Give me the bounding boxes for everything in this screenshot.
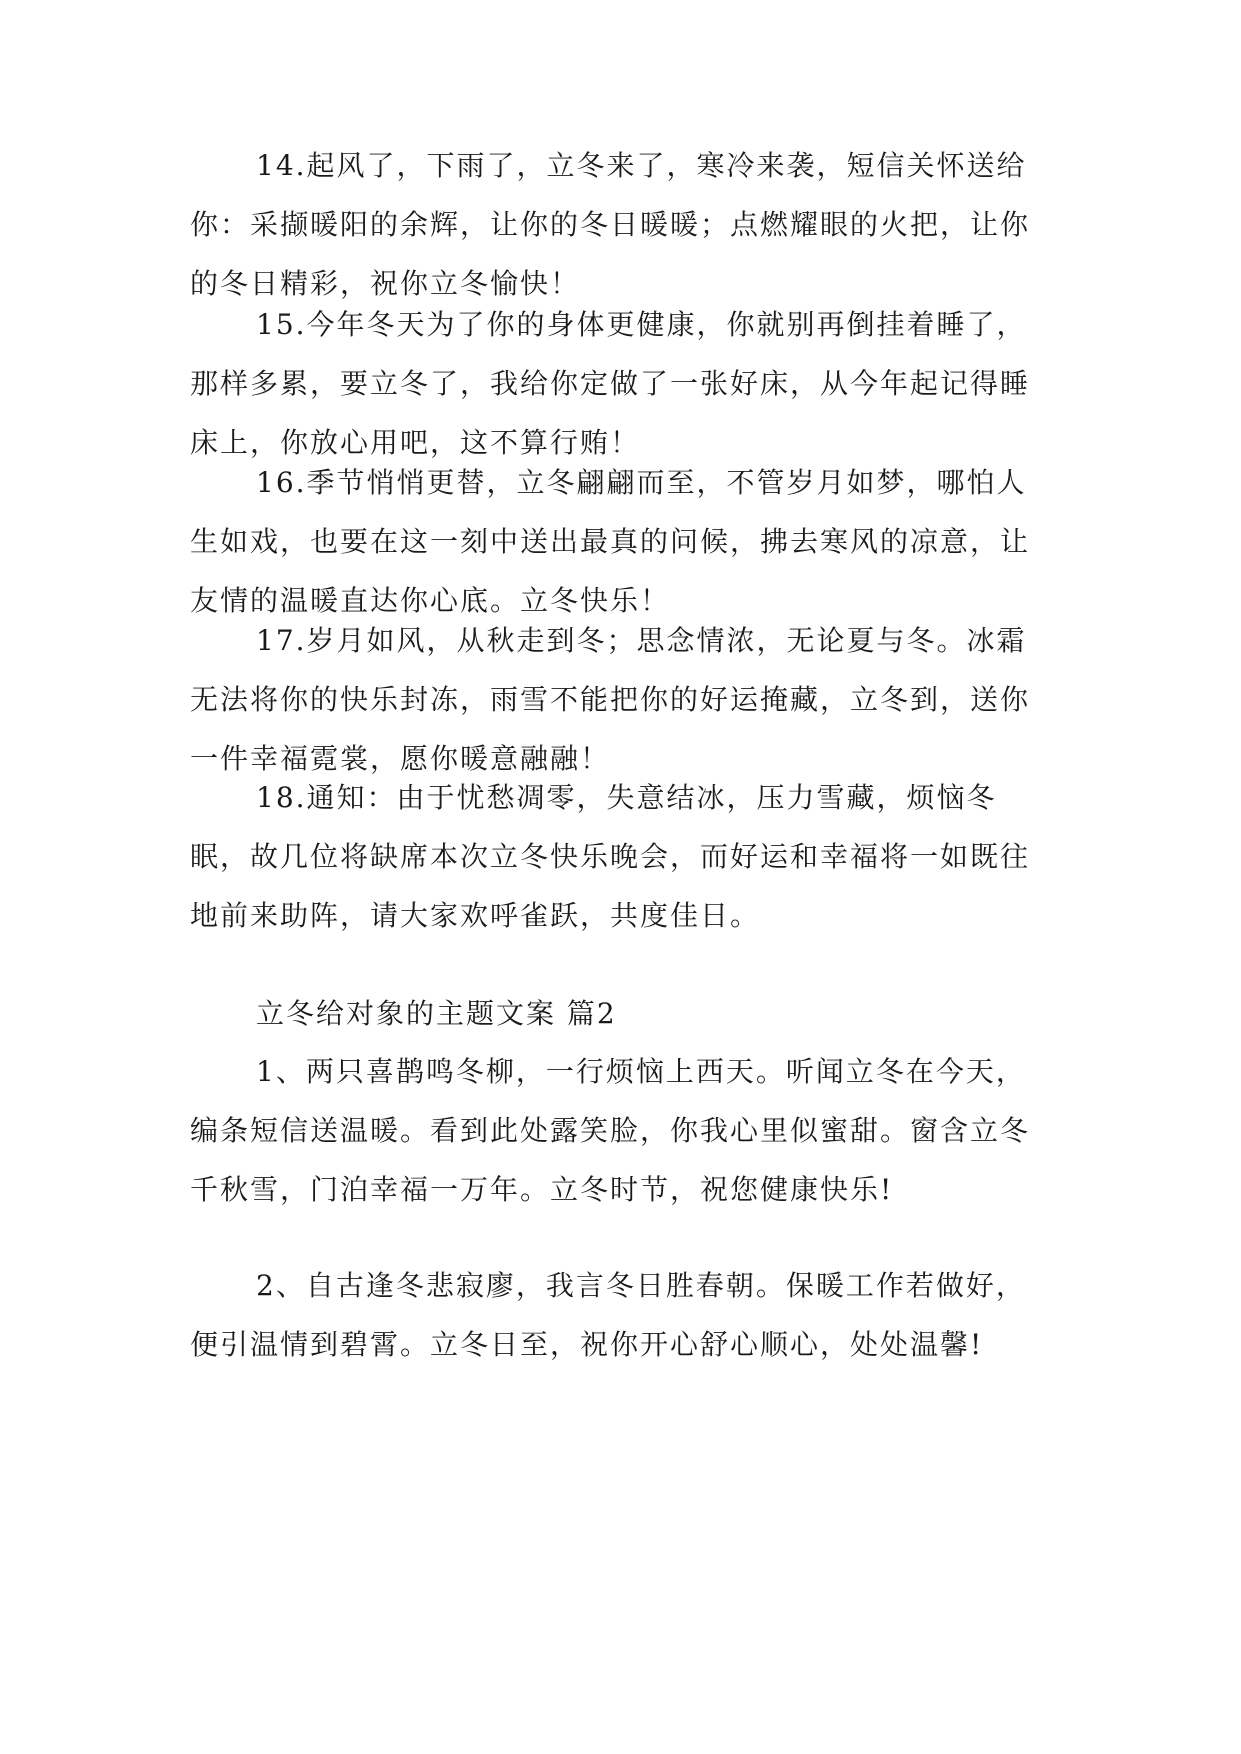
paragraph-15: 15.今年冬天为了你的身体更健康，你就别再倒挂着睡了，那样多累，要立冬了，我给你定做了一张好床，从今年起记得睡床上，你放心用吧，这不算行贿！ <box>190 308 1031 459</box>
paragraph-17: 17.岁月如风，从秋走到冬；思念情浓，无论夏与冬。冰霜无法将你的快乐封冻，雨雪不能把你的好运掩藏，立冬到，送你一件幸福霓裳，愿你暖意融融！ <box>190 624 1031 775</box>
paragraph-1: 1、两只喜鹊鸣冬柳，一行烦恼上西天。听闻立冬在今天，编条短信送温暖。看到此处露笑脸，你我心里似蜜甜。窗含立冬千秋雪，门泊幸福一万年。立冬时节，祝您健康快乐! <box>190 1055 1031 1206</box>
paragraph-18: 18.通知：由于忧愁凋零，失意结冰，压力雪藏，烦恼冬眠，故几位将缺席本次立冬快乐晚会，而好运和幸福将一如既往地前来助阵，请大家欢呼雀跃，共度佳日。 <box>190 781 1031 932</box>
section-heading: 立冬给对象的主题文案 篇2 <box>256 997 617 1030</box>
paragraph-2: 2、自古逢冬悲寂廖，我言冬日胜春朝。保暖工作若做好，便引温情到碧霄。立冬日至，祝你开心舒心顺心，处处温馨! <box>190 1269 1026 1361</box>
paragraph-16: 16.季节悄悄更替，立冬翩翩而至，不管岁月如梦，哪怕人生如戏，也要在这一刻中送出最真的问候，拂去寒风的凉意，让友情的温暖直达你心底。立冬快乐！ <box>190 466 1031 617</box>
paragraph-14: 14.起风了，下雨了，立冬来了，寒冷来袭，短信关怀送给你：采撷暖阳的余辉，让你的冬日暖暖；点燃耀眼的火把，让你的冬日精彩，祝你立冬愉快！ <box>190 149 1031 300</box>
